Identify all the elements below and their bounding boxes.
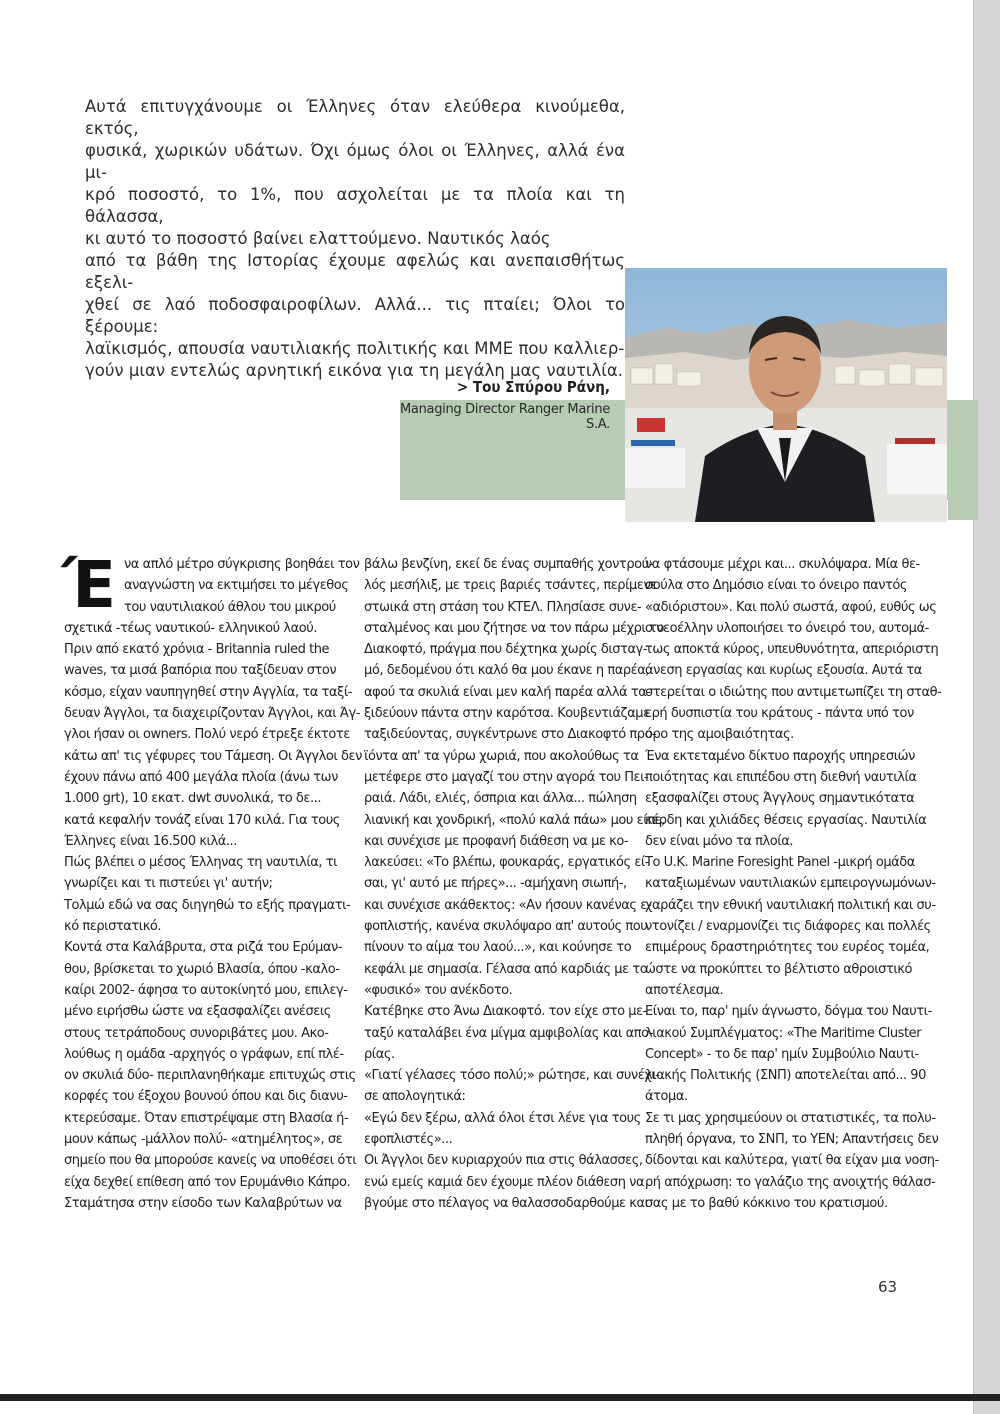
lead-line: Αυτά επιτυγχάνουμε οι Έλληνες όταν ελεύθερα κινούμεθα, εκτός, <box>85 97 625 138</box>
text-line: άτομα. <box>645 1089 688 1105</box>
text-line: εξασφαλίζει στους Άγγλους σημαντικότατα <box>645 791 915 807</box>
text-line: Διακοφτό, πράγμα που δέχτηκα χωρίς δισταγ- <box>364 642 648 658</box>
text-line: Σε τι μας χρησιμεύουν οι στατιστικές, τα πολυ- <box>645 1110 936 1126</box>
text-line: σε απολογητικά: <box>364 1089 466 1105</box>
text-line: γνωρίζει και τι πιστεύει γι' αυτήν; <box>64 876 273 892</box>
text-line: λιανική και χονδρική, «πολύ καλά πάω» μου είπε, <box>364 812 665 828</box>
text-line: βάλω βενζίνη, εκεί δε ένας συμπαθής χοντρού- <box>364 557 653 572</box>
article-column-3 <box>645 554 942 1214</box>
text-line: στους τετράποδους συνοριβάτες μου. Ακο- <box>64 1025 329 1041</box>
text-line: φοπλιστής, κανένα σκυλόψαρο απ' αυτούς που <box>364 919 648 935</box>
text-line: ερή δυσπιστία του κράτους - πάντα υπό τον <box>645 706 914 722</box>
text-line: δίδονται και καλύτερα, γιατί θα είχαν μια νοση- <box>645 1153 939 1169</box>
text-line: waves, τα μισά βαπόρια που ταξίδευαν στον <box>64 663 337 679</box>
text-line: κατά κεφαλήν τονάζ είναι 170 κιλά. Για τους <box>64 812 340 828</box>
text-line: και συνέχισε με προφανή διάθεση να με κο- <box>364 833 629 849</box>
text-line: και συνέχισε ακάθεκτος: «Αν ήσουν κανένας ε- <box>364 897 652 913</box>
text-line: Πριν από εκατό χρόνια - Britannia ruled the <box>64 642 330 658</box>
text-line: ποιότητας και επιπέδου στη διεθνή ναυτιλία <box>645 769 917 785</box>
text-line: μουν κάπως -μάλλον πολύ- «ατημέλητος», σε <box>64 1132 343 1148</box>
text-line: κόσμο, είχαν ναυπηγηθεί στην Αγγλία, τα ταξί- <box>64 684 353 700</box>
text-line: ο νεοέλλην υλοποιήσει το όνειρό του, αυτομά- <box>645 620 929 636</box>
author-photo <box>625 268 947 522</box>
text-line: σχετικά -τέως ναυτικού- ελληνικού λαού. <box>64 620 317 636</box>
text-line: είχα δεχθεί επίθεση από τον Ερυμάνθιο Κάπρο. <box>64 1174 351 1190</box>
text-line: λούθως η ομάδα -αρχηγός ο γράφων, επί πλέ- <box>64 1046 344 1062</box>
text-line: σας με το βαθύ κόκκινο του κρατισμού. <box>645 1195 888 1211</box>
text-line: λιακού Συμπλέγματος: «The Maritime Cluster <box>645 1025 922 1041</box>
text-line: Κοντά στα Καλάβρυτα, στα ριζά του Ερύμαν- <box>64 940 343 956</box>
text-line: Ένα εκτεταμένο δίκτυο παροχής υπηρεσιών <box>645 748 915 764</box>
text-line: εφοπλιστές»... <box>364 1132 453 1148</box>
text-line: «Γιατί γέλασες τόσο πολύ;» ρώτησε, και συνέχι- <box>364 1068 660 1084</box>
text-line: κεφάλι με σημασία. Γέλασα από καρδιάς με το <box>364 961 648 977</box>
lead-line: γούν μιαν εντελώς αρνητική εικόνα για τη μεγάλη μας ναυτιλία. <box>85 361 623 380</box>
lead-line: κρό ποσοστό, το 1%, που ασχολείται με τα πλοία και τη θάλασσα, <box>85 185 625 226</box>
text-line: να φτάσουμε μέχρι και... σκυλόψαρα. Μία θε- <box>645 557 920 572</box>
text-line: μετέφερε στο μαγαζί του στην αγορά του Πει- <box>364 769 649 785</box>
text-line: μένο ειρήσθω ώστε να εξασφαλίζει ανέσεις <box>64 1004 331 1020</box>
text-line: αποτέλεσμα. <box>645 982 724 998</box>
lead-paragraph <box>85 96 625 382</box>
text-line: όρο της αμοιβαιότητας. <box>645 727 794 743</box>
page-edge-strip <box>973 0 1000 1414</box>
text-line: ρίας. <box>364 1046 395 1062</box>
text-line: στερείται ο ιδιώτης που αντιμετωπίζει τη σταθ- <box>645 684 942 700</box>
lead-line: κι αυτό το ποσοστό βαίνει ελαττούμενο. Ναυτικός λαός <box>85 229 551 248</box>
text-line: Κατέβηκε στο Άνω Διακοφτό. τον είχε στο με- <box>364 1004 647 1020</box>
text-line: ξιδεύουν πάντα στην καρότσα. Κουβεντιάζαμε <box>364 706 650 722</box>
text-line: γλοι ήσαν οι owners. Πολύ νερό έτρεξε έκτοτε <box>64 727 350 743</box>
lead-line: λαϊκισμός, απουσία ναυτιλιακής πολιτικής και ΜΜΕ που καλλιερ- <box>85 339 625 358</box>
text-line: λός μεσήλιξ, με τρεις βαριές τσάντες, περίμενε <box>364 578 657 594</box>
text-line: κορφές του έξοχου βουνού όπου και δις διανυ- <box>64 1089 348 1105</box>
text-line: λακεύσει: «Το βλέπω, φουκαράς, εργατικός εί- <box>364 855 650 871</box>
byline-title: Managing Director Ranger Marine S.A. <box>400 402 610 432</box>
text-line: «Εγώ δεν ξέρω, αλλά όλοι έτσι λένε για τους <box>364 1110 641 1126</box>
text-line: λιακής Πολιτικής (ΣΝΠ) αποτελείται από... 90 <box>645 1068 926 1084</box>
text-line: σημείο που θα μπορούσε κανείς να υποθέσει ότι <box>64 1153 357 1169</box>
text-line: ραιά. Λάδι, ελιές, όσπρια και άλλα... πώληση <box>364 791 637 807</box>
article-column-2 <box>364 554 665 1214</box>
text-line: ταξύ καταλάβει ένα μίγμα αμφιβολίας και απο- <box>364 1025 653 1041</box>
text-line: Είναι το, παρ' ημίν άγνωστο, δόγμα του Ναυτι- <box>645 1004 932 1020</box>
text-line: επιμέρους δραστηριότητες του ευρέος τομέα, <box>645 940 930 956</box>
text-line: αφού τα σκυλιά είναι μεν καλή παρέα αλλά τα- <box>364 684 651 700</box>
text-line: χαράζει την εθνική ναυτιλιακή πολιτική και συ- <box>645 897 936 913</box>
drop-cap: Έ <box>62 549 117 623</box>
text-line: κό περιστατικό. <box>64 919 162 935</box>
text-line: δευαν Άγγλοι, τα διαχειρίζονταν Άγγλοι, και Άγ- <box>64 706 360 722</box>
text-line: έχουν πάνω από 400 μεγάλα πλοία (άνω των <box>64 769 338 785</box>
text-line: μό, δεδομένου ότι καλό θα μου έκανε η παρέα, <box>364 663 650 679</box>
lead-line: φυσικά, χωρικών υδάτων. Όχι όμως όλοι οι Έλληνες, αλλά ένα μι- <box>85 141 625 182</box>
text-line: πληθή όργανα, το ΣΝΠ, το ΥΕΝ; Απαντήσεις δεν <box>645 1132 939 1148</box>
text-line: τως αποκτά κύρος, υπευθυνότητα, απεριόριστη <box>645 642 939 658</box>
byline-author: > Του Σπύρου Ράνη, <box>456 378 610 396</box>
lead-line: χθεί σε λαό ποδοσφαιροφίλων. Αλλά... τις πταίει; Όλοι το ξέρουμε: <box>85 295 625 336</box>
text-line: να απλό μέτρο σύγκρισης βοηθάει τον <box>124 557 360 572</box>
text-line: ρή απόχρωση: το γαλάζιο της ανοιχτής θάλασ- <box>645 1174 936 1190</box>
text-line: «αδιόριστου». Και πολύ σωστά, αφού, ευθύς ως <box>645 599 937 615</box>
text-line: κτερεύσαμε. Όταν επιστρέψαμε στη Βλασία ή- <box>64 1110 349 1126</box>
text-line: σούλα στο Δημόσιο είναι το όνειρο παντός <box>645 578 908 594</box>
byline-band-extension <box>948 472 978 520</box>
text-line: άνεση εργασίας και κυρίως εξουσία. Αυτά τα <box>645 663 922 679</box>
text-line: καίρι 2002- άφησα το αυτοκίνητό μου, επιλεγ- <box>64 982 348 998</box>
text-line: ενώ εμείς καμιά δεν έχουμε πλέον διάθεση να <box>364 1174 645 1190</box>
text-line: Πώς βλέπει ο μέσος Έλληνας τη ναυτιλία, τι <box>64 855 338 871</box>
text-line: 1.000 grt), 10 εκατ. dwt συνολικά, το δε... <box>64 791 322 807</box>
text-line: ντονίζει / εναρμονίζει τις διάφορες και πολλές <box>645 919 931 935</box>
text-line: ον σκυλιά δύο- περιπλανηθήκαμε επιτυχώς στις <box>64 1068 356 1084</box>
text-line: Έλληνες είναι 16.500 κιλά... <box>64 833 237 849</box>
text-line: καταξιωμένων ναυτιλιακών εμπειρογνωμόνων- <box>645 876 936 892</box>
text-line: θου, βρίσκεται το χωριό Βλασία, όπου -καλο- <box>64 961 340 977</box>
text-line: ώστε να προκύπτει το βέλτιστο αθροιστικό <box>645 961 913 977</box>
text-line: σταλμένος και μου ζήτησε να τον πάρω μέχρι το <box>364 620 664 636</box>
text-line: κέρδη και χιλιάδες θέσεις εργασίας. Ναυτιλία <box>645 812 927 828</box>
bottom-rule <box>0 1394 1000 1401</box>
text-line: αναγνώστη να εκτιμήσει το μέγεθος <box>124 578 349 594</box>
text-line: Τολμώ εδώ να σας διηγηθώ το εξής πραγματι- <box>64 897 351 913</box>
page-number: 63 <box>878 1278 898 1296</box>
text-line: του ναυτιλιακού άθλου του μικρού <box>124 599 336 615</box>
text-line: ταξιδεύοντας, συγκέντρωνε στο Διακοφτό προ- <box>364 727 657 743</box>
lead-line: από τα βάθη της Ιστορίας έχουμε αφελώς και ανεπαισθήτως εξελι- <box>85 251 625 292</box>
text-line: ϊόντα απ' τα γύρω χωριά, που ακολούθως τα <box>364 748 639 764</box>
text-line: πίνουν το αίμα του λαού...», και κούνησε το <box>364 940 632 956</box>
article-column-1 <box>62 549 362 1214</box>
text-line: σαι, γι' αυτό με πήρες»... -αμήχανη σιωπή-, <box>364 876 627 892</box>
text-line: Σταμάτησα στην είσοδο των Καλαβρύτων να <box>64 1195 342 1211</box>
text-line: στωικά στη στάση του ΚΤΕΛ. Πλησίασε συνε- <box>364 599 642 615</box>
text-line: Το U.K. Marine Foresight Panel -μικρή ομάδα <box>645 855 915 871</box>
text-line: Οι Άγγλοι δεν κυριαρχούν πια στις θάλασσες, <box>364 1153 643 1169</box>
text-line: «φυσικό» του ανέκδοτο. <box>364 982 513 998</box>
text-line: κάτω απ' τις γέφυρες του Τάμεση. Οι Άγγλοι δεν <box>64 748 362 764</box>
text-line: Concept» - το δε παρ' ημίν Συμβούλιο Ναυτι- <box>645 1046 919 1062</box>
text-line: δεν είναι μόνο τα πλοία. <box>645 833 794 849</box>
text-line: βγούμε στο πέλαγος να θαλασσοδαρθούμε και <box>364 1195 649 1211</box>
